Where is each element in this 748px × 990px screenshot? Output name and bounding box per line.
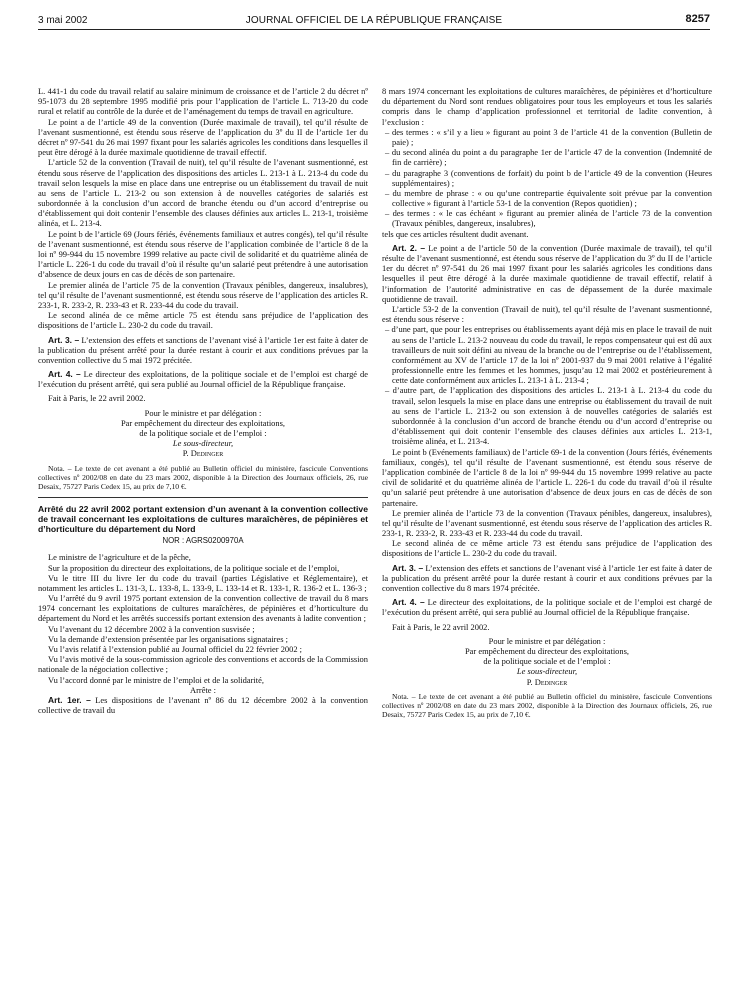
signature-name: P. Dedinger	[182, 448, 224, 459]
nota-note: Nota. – Le texte de cet avenant a été publié au Bulletin officiel du ministère, fascicule Conventions collectives nº 2002/08 en date du 23 mars 2002, disponible à la Direction des Journaux officiels, 26, rue Desaix, 75727 Paris Cedex 15, au prix de 7,10 €.	[382, 691, 712, 719]
article-label: Art. 3. –	[48, 334, 80, 345]
paragraph: Sur la proposition du directeur des exploitations, de la politique sociale et de l’emploi,	[48, 562, 340, 573]
fait-a-paris: Fait à Paris, le 22 avril 2002.	[392, 621, 490, 632]
paragraph: 8 mars 1974 concernant les exploitations de cultures maraîchères, de pépinières et d’horticulture du département du Nord sont rendues obligatoires pour tous les employeurs et tous les salariés compris dans le champ d’application professionnel et territorial de ladite convention, à l’exclusion :	[382, 86, 712, 127]
paragraph: Le second alinéa de ce même article 73 est étendu sans préjudice de l’application des dispositions de l’article L. 230-2 du code du travail.	[382, 538, 712, 559]
article-text: Le directeur des exploitations, de la politique sociale et de l’emploi est chargé de l’exécution du présent arrêté, qui sera publié au Journal officiel de la République française.	[38, 369, 368, 390]
list-item: – du membre de phrase : « ou qu’une contrepartie équivalente soit prévue par la convention collective » figurant à l’article 53-1 de la convention (Repos quotidien) ;	[385, 187, 712, 209]
article-2	[382, 243, 712, 304]
header-date: 3 mai 2002	[38, 15, 88, 26]
section-divider	[38, 497, 368, 498]
header-journal-title: JOURNAL OFFICIEL DE LA RÉPUBLIQUE FRANÇAISE	[245, 15, 503, 26]
list-item: – d’autre part, de l’application des dispositions des articles L. 213-1 à L. 213-4 du code du travail, selon lesquels la mise en place dans une entreprise ou établissement du travail de nuit au sens de l’article L. 213-2 ou son extension à de nouvelles catégories de salariés est subordonnée à la conclusion d’un accord de branche étendu ou d’un accord d’entreprise ou d’établissement qui doit contenir l’ensemble des clauses définies aux articles L. 213-1, troisième alinéa, et L. 213-4.	[385, 385, 712, 447]
signature-line: Pour le ministre et par délégation :	[144, 407, 262, 418]
article-text: Les dispositions de l’avenant nº 86 du 12 décembre 2002 à la convention collective de travail du	[38, 694, 368, 716]
header-page-number: 8257	[685, 13, 710, 25]
paragraph: L’article 53-2 de la convention (Travail de nuit), tel qu’il résulte de l’avenant susmentionné, est étendu sous réserve :	[382, 303, 712, 325]
article-label: Art. 2. –	[392, 242, 426, 253]
article-3	[382, 563, 712, 594]
list-item: – d’une part, que pour les entreprises ou établissements ayant déjà mis en place le travail de nuit au sens de l’article L. 213-2 nouveau du code du travail, le repos compensateur qui est dû aux travailleurs de nuit soit défini au niveau de la branche ou de l’entreprise ou de l’établissement, conformément au XV de l’article 17 de la loi nº 2001-937 du 9 mai 2001 relative à l’égalité professionnelle entre les femmes et les hommes, jusqu’au 12 mai 2002 et postérieurement à cette date conformément aux articles L. 213-1 à L. 213-4 ;	[385, 324, 712, 386]
article-text: Le directeur des exploitations, de la politique sociale et de l’emploi est chargé de l’exécution du présent arrêté, qui sera publié au Journal officiel de la République française.	[382, 597, 712, 618]
paragraph: Le second alinéa de ce même article 75 est étendu sans préjudice de l’application des dispositions de l’article L. 230-2 du code du travail.	[38, 310, 368, 331]
paragraph: Vu l’avis relatif à l’extension publié au Journal officiel du 22 février 2002 ;	[48, 644, 303, 655]
article-text: L’extension des effets et sanctions de l’avenant visé à l’article 1er est faite à dater de la publication du présent arrêté pour la durée restant à courir et aux conditions prévues par la convention collective du 8 mars 1974 précitée.	[382, 562, 712, 593]
paragraph: L. 441-1 du code du travail relatif au salaire minimum de croissance et de l’article 2 du décret nº 95-1073 du 28 septembre 1995 modifié pris pour l’application de l’article L. 713-20 du code rural et relatif au contrôle de la durée et de l’aménagement du temps de travail en agriculture.	[38, 86, 368, 117]
paragraph: Le premier alinéa de l’article 73 de la convention (Travaux pénibles, dangereux, insalubres), tel qu’il résulte de l’avenant susmentionné, est étendu sous réserve de l’application des articles R. 233-1, R. 233-2, R. 233-43 et R. 233-44 du code du travail.	[382, 507, 712, 539]
article-label: Art. 4. –	[48, 369, 81, 380]
signature-title: Le sous-directeur,	[516, 666, 578, 677]
fait-a-paris: Fait à Paris, le 22 avril 2002.	[48, 393, 146, 404]
nota-note: Nota. – Le texte de cet avenant a été publié au Bulletin officiel du ministère, fascicule Conventions collectives nº 2002/08 en date du 23 mars 2002, disponible à la Direction des Journaux officiels, 26, rue Desaix, 75727 Paris Cedex 15, au prix de 7,10 €.	[38, 463, 368, 491]
signature-line: de la politique sociale et de l’emploi :	[139, 428, 267, 438]
article-text: L’extension des effets et sanctions de l’avenant visé à l’article 1er est faite à dater de la publication du présent arrêté pour la durée restant à courir et aux conditions prévues par la convention collective du 5 mai 1972 précitée.	[38, 334, 368, 365]
list-item: – des termes : « s’il y a lieu » figurant au point 3 de l’article 41 de la convention (Bulletin de paie) ;	[385, 126, 712, 147]
paragraph: Le ministre de l’agriculture et de la pêche,	[48, 552, 191, 563]
decree-title: Arrêté du 22 avril 2002 portant extension d’un avenant à la convention collective de travail concernant les exploitations de cultures maraîchères, de pépinières et d’horticulture du département du Nord	[38, 503, 368, 534]
header-rule	[38, 29, 710, 30]
article-4	[38, 369, 368, 389]
article-text: Le point a de l’article 50 de la convention (Durée maximale de travail), tel qu’il résulte de l’avenant susmentionné, est étendu sous réserve de l’application du 3º du II de l’article 1er du décret nº 97-541 du 26 mai 1997 fixant pour les salariés agricoles les conditions dans lesquelles il peut être dérogé à la durée maximale quotidienne de travail effectif, relatif à l’information de l’autorité administrative en cas de dépassement de la durée maximale quotidienne de travail.	[382, 242, 712, 304]
reserve-list	[382, 324, 712, 446]
left-column	[38, 86, 368, 715]
article-label: Art. 3. –	[392, 562, 424, 573]
signature-line: Par empêchement du directeur des exploitations,	[464, 645, 629, 656]
paragraph: Le point a de l’article 49 de la convention (Durée maximale de travail), tel qu’il résulte de l’avenant susmentionné, est étendu sous réserve de l’application du 3º du II de l’article 1er du décret nº 97-541 du 26 mai 1997 fixant pour les salariés agricoles les conditions dans lesquelles il peut être dérogé à la durée maximale quotidienne de travail effectif.	[38, 116, 368, 158]
right-column	[382, 86, 712, 719]
article-4	[382, 597, 712, 617]
paragraph: Vu l’avis motivé de la sous-commission agricole des conventions et accords de la Commission nationale de la négociation collective ;	[38, 654, 368, 675]
nor-reference: NOR : AGRS0200970A	[162, 536, 244, 546]
signature-line: de la politique sociale et de l’emploi :	[483, 656, 611, 667]
signature-title: Le sous-directeur,	[172, 438, 234, 449]
paragraph: tels que ces articles résultent dudit avenant.	[382, 228, 529, 239]
page-header	[38, 13, 710, 29]
article-3	[38, 335, 368, 366]
arrete-heading: Arrête :	[189, 684, 216, 695]
signature-line: Par empêchement du directeur des exploitations,	[120, 417, 285, 428]
paragraph: L’article 52 de la convention (Travail de nuit), tel qu’il résulte de l’avenant susmentionné, est étendu sous réserve de l’application des dispositions des articles L. 213-1 à L. 213-4 du code du travail selon lesquels la mise en place dans une entreprise ou un établissement du travail de nuit au sens de l’article L. 213-2 ou son extension à de nouvelles catégories de salariés est subordonnée à la conclusion d’un accord de branche étendu ou d’un accord d’entreprise ou d’établissement qui doit contenir l’ensemble des clauses définies aux articles L. 213-1, troisième alinéa, et L. 213-4.	[38, 157, 368, 229]
paragraph: Vu la demande d’extension présentée par les organisations signataires ;	[48, 633, 288, 644]
signature-name: P. Dedinger	[526, 676, 568, 687]
list-item: – du paragraphe 3 (conventions de forfait) du point b de l’article 49 de la convention (Heures supplémentaires) ;	[385, 167, 712, 188]
exclusion-list	[382, 127, 712, 229]
paragraph: Vu l’accord donné par le ministre de l’emploi et de la solidarité,	[48, 674, 264, 685]
paragraph: Vu le titre III du livre Ier du code du travail (parties Législative et Réglementaire), et notamment les articles L. 131-3, L. 133-8, L. 133-9, L. 133-14 et R. 133-1, R. 136-2 et L. 136-3 ;	[38, 572, 368, 593]
article-label: Art. 1er. –	[48, 694, 91, 705]
paragraph: Vu l’avenant du 12 décembre 2002 à la convention susvisée ;	[48, 623, 255, 634]
paragraph: Le point b (Evénements familiaux) de l’article 69-1 de la convention (Jours fériés, événements familiaux, congés), tel qu’il résulte de l’avenant susmentionné, est étendu sous réserve de l’application combinée de l’article 8 de la loi nº 99-944 du 15 novembre 1999 relative au pacte civil de solidarité et du quatrième alinéa de l’article L. 226-1 du code du travail d’où il résulte qu’un salarié peut prétendre à une autorisation d’absence de deux jours en cas de décès de son partenaire.	[382, 446, 712, 508]
list-item: – du second alinéa du point a du paragraphe 1er de l’article 47 de la convention (Indemnité de fin de carrière) ;	[385, 147, 712, 168]
article-label: Art. 4. –	[392, 597, 425, 608]
article-1	[38, 695, 368, 715]
signature-line: Pour le ministre et par délégation :	[488, 635, 606, 646]
paragraph: Vu l’arrêté du 9 avril 1975 portant extension de la convention collective de travail du 8 mars 1974 concernant les exploitations de cultures maraîchères, de pépinières et d’horticulture du département du Nord et les arrêtés successifs portant extension des avenants à ladite convention ;	[38, 593, 368, 624]
list-item: – des termes : « le cas échéant » figurant au premier alinéa de l’article 73 de la convention (Travaux pénibles, dangereux, insalubres),	[385, 208, 712, 229]
paragraph: Le premier alinéa de l’article 75 de la convention (Travaux pénibles, dangereux, insalubres), tel qu’il résulte de l’avenant susmentionné, est étendu sous réserve de l’application des articles R. 233-1, R. 233-2, R. 233-43 et R. 233-44 du code du travail.	[38, 279, 368, 310]
paragraph: Le point b de l’article 69 (Jours fériés, événements familiaux et autres congés), tel qu’il résulte de l’avenant susmentionné, est étendu sous réserve de l’application combinée de l’article 8 de la loi nº 99-944 du 15 novembre 1999 relative au pacte civil de solidarité et du quatrième alinéa de l’article L. 226-1 du code du travail d’où il résulte qu’un salarié peut prétendre à une autorisation d’absence de deux jours en cas de décès de son partenaire.	[38, 228, 368, 280]
